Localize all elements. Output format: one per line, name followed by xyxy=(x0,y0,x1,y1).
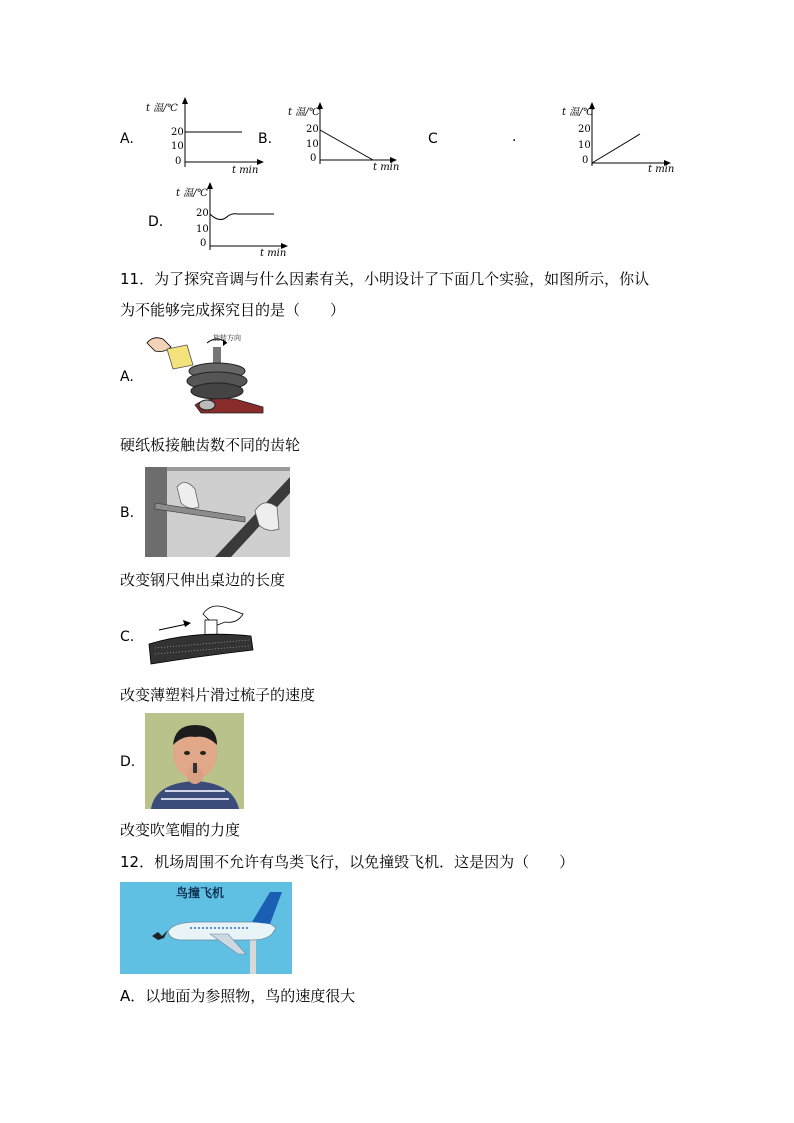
boy-blowing-pen-cap-photo xyxy=(145,713,244,809)
q12-stem: 12．机场周围不允许有鸟类飞行，以免撞毁飞机．这是因为（ ） xyxy=(120,853,575,871)
comb-illustration-svg xyxy=(145,600,255,672)
graph-c-series-line xyxy=(592,134,640,163)
graph-b-series-line xyxy=(320,130,373,160)
rotation-direction-label: 旋转方向 xyxy=(213,334,241,342)
option-d-letter: D. xyxy=(148,214,164,230)
option-d-graph xyxy=(172,180,302,262)
comb-illustration xyxy=(145,600,255,672)
q11-option-b-caption: 改变钢尺伸出桌边的长度 xyxy=(120,571,286,589)
graph-d-tick-0: 0 xyxy=(200,238,207,249)
boy-photo-svg xyxy=(145,713,244,809)
graph-d-xlabel: t min xyxy=(260,248,287,259)
option-b-graph xyxy=(283,100,413,178)
q11-stem-line1: 11．为了探究音调与什么因素有关，小明设计了下面几个实验，如图所示，你认 xyxy=(120,270,650,288)
graph-d-series-line xyxy=(210,214,274,220)
q11-option-a-caption: 硬纸板接触齿数不同的齿轮 xyxy=(120,436,301,454)
q11-option-c-letter: C. xyxy=(120,629,135,645)
graph-a-tick-20: 20 xyxy=(171,127,184,138)
ruler-illustration-svg xyxy=(145,467,290,557)
option-b-letter: B. xyxy=(258,131,273,147)
q12-option-a: A．以地面为参照物，鸟的速度很大 xyxy=(120,987,356,1005)
steel-ruler-illustration xyxy=(145,467,290,557)
graph-b-tick-10: 10 xyxy=(306,139,319,150)
gear-card-illustration xyxy=(145,333,263,419)
bird-strike-image xyxy=(120,882,292,974)
q11-option-a-letter: A. xyxy=(120,369,134,385)
graph-c-ylabel: t 温/℃ xyxy=(562,107,594,118)
graph-a-xlabel: t min xyxy=(232,165,259,176)
q11-option-b-letter: B. xyxy=(120,505,135,521)
q11-option-d-letter: D. xyxy=(120,754,136,770)
option-a-letter: A. xyxy=(120,131,134,147)
q11-option-d-caption: 改变吹笔帽的力度 xyxy=(120,821,241,839)
graph-b-tick-20: 20 xyxy=(306,124,319,135)
graph-b-xlabel: t min xyxy=(373,162,400,173)
graph-a-tick-0: 0 xyxy=(175,156,182,167)
graph-c-tick-20: 20 xyxy=(578,124,591,135)
q11-option-c-caption: 改变薄塑料片滑过梳子的速度 xyxy=(120,686,316,704)
graph-c-tick-0: 0 xyxy=(582,155,589,166)
option-a-graph xyxy=(140,95,273,176)
bird-strike-title: 鸟撞飞机 xyxy=(176,886,225,900)
graph-c-tick-10: 10 xyxy=(578,140,591,151)
graph-c-xlabel: t min xyxy=(648,164,675,175)
q11-stem-line2: 为不能够完成探究目的是（ ） xyxy=(120,301,346,319)
gear-illustration-svg xyxy=(145,333,263,419)
option-c-dot: . xyxy=(512,129,517,145)
graph-d-tick-10: 10 xyxy=(196,224,209,235)
graph-d-tick-20: 20 xyxy=(196,208,209,219)
option-c-letter: C xyxy=(428,131,438,147)
graph-a-ylabel: t 温/℃ xyxy=(146,103,178,114)
graph-d-ylabel: t 温/℃ xyxy=(176,188,208,199)
graph-a-tick-10: 10 xyxy=(171,141,184,152)
graph-b-ylabel: t 温/℃ xyxy=(288,107,320,118)
graph-b-tick-0: 0 xyxy=(310,153,317,164)
option-c-graph xyxy=(555,100,685,180)
